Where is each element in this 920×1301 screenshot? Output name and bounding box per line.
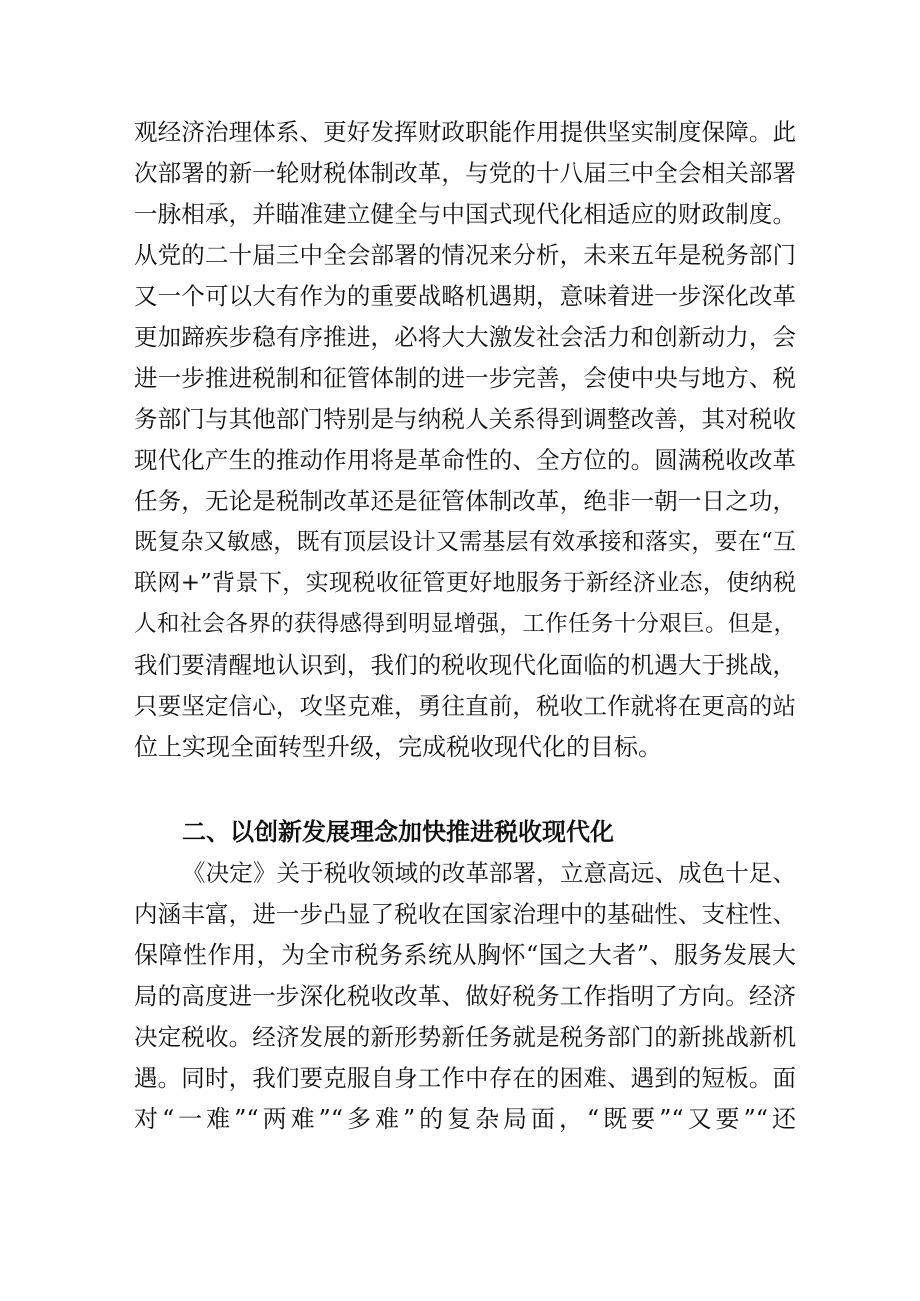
paragraph-line: 一脉相承，并瞄准建立健全与中国式现代化相适应的财政制度。 (134, 200, 796, 228)
paragraph-line: 人和社会各界的获得感得到明显增强，工作任务十分艰巨。但是， (134, 611, 796, 637)
paragraph-line: 从党的二十届三中全会部署的情况来分析，未来五年是税务部门 (134, 241, 796, 269)
paragraph-line: 对“一难”“两难”“多难”的复杂局面，“既要”“又要”“还 (134, 1105, 796, 1133)
paragraph-line: 决定税收。经济发展的新形势新任务就是税务部门的新挑战新机 (134, 1023, 796, 1051)
paragraph-line: 只要坚定信心，攻坚克难，勇往直前，税收工作就将在更高的站 (134, 692, 796, 720)
paragraph-line: 既复杂又敏感，既有顶层设计又需基层有效承接和落实，要在“互 (134, 529, 796, 555)
paragraph-line: 又一个可以大有作为的重要战略机遇期，意味着进一步深化改革 (134, 282, 796, 310)
paragraph-line: 现代化产生的推动作用将是革命性的、全方位的。圆满税收改革 (134, 446, 796, 474)
paragraph-line: 次部署的新一轮财税体制改革，与党的十八届三中全会相关部署 (134, 159, 796, 187)
paragraph-line: 联网+”背景下，实现税收征管更好地服务于新经济业态，使纳税 (134, 570, 796, 596)
paragraph-line: 更加蹄疾步稳有序推进，必将大大激发社会活力和创新动力，会 (134, 323, 796, 351)
paragraph-line: 《决定》关于税收领域的改革部署，立意高远、成色十足、 (182, 859, 796, 887)
paragraph-line: 保障性作用，为全市税务系统从胸怀“国之大者”、服务发展大 (134, 941, 796, 969)
paragraph-line: 局的高度进一步深化税收改革、做好税务工作指明了方向。经济 (134, 982, 796, 1010)
paragraph-line: 遇。同时，我们要克服自身工作中存在的困难、遇到的短板。面 (134, 1064, 796, 1092)
section-heading: 二、以创新发展理念加快推进税收现代化 (182, 818, 614, 846)
paragraph-line: 位上实现全面转型升级，完成税收现代化的目标。 (134, 733, 662, 761)
paragraph-line: 务部门与其他部门特别是与纳税人关系得到调整改善，其对税收 (134, 405, 796, 433)
paragraph-line: 我们要清醒地认识到，我们的税收现代化面临的机遇大于挑战， (134, 651, 796, 679)
paragraph-line: 观经济治理体系、更好发挥财政职能作用提供坚实制度保障。此 (134, 118, 796, 146)
paragraph-line: 进一步推进税制和征管体制的进一步完善，会使中央与地方、税 (134, 364, 796, 392)
paragraph-line: 内涵丰富，进一步凸显了税收在国家治理中的基础性、支柱性、 (134, 900, 796, 928)
paragraph-line: 任务，无论是税制改革还是征管体制改革，绝非一朝一日之功， (134, 487, 796, 515)
